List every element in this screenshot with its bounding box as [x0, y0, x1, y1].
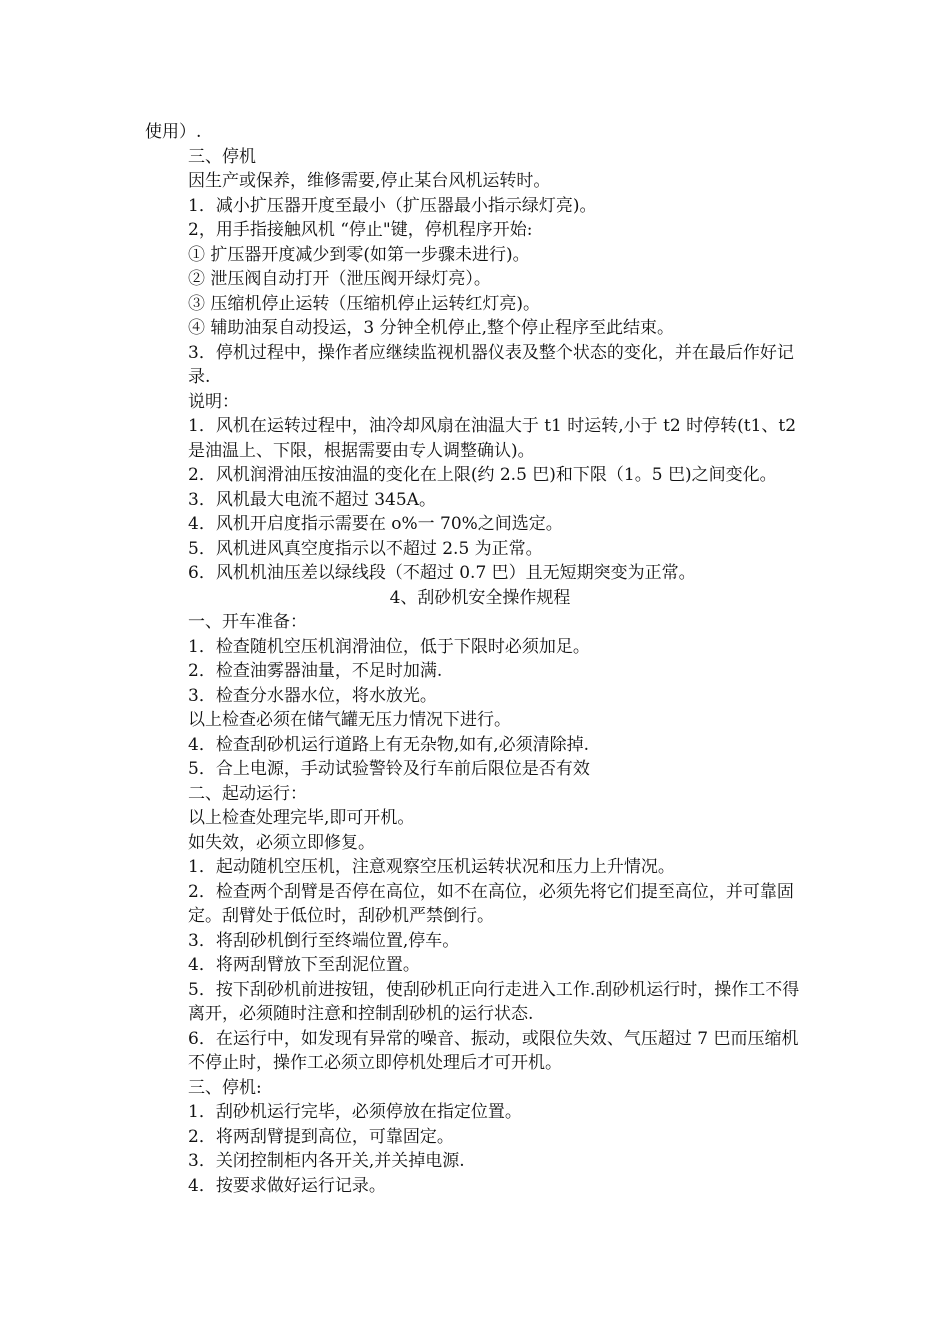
paragraph-line: ③ 压缩机停止运转（压缩机停止运转红灯亮)。 [188, 293, 541, 314]
paragraph-line: 2．检查两个刮臂是否停在高位，如不在高位，必须先将它们提至高位，并可靠固定。刮臂处于低位时，刮砂机严禁倒行。 [188, 881, 794, 926]
paragraph-line: 3．检查分水器水位，将水放光。 [188, 685, 437, 706]
paragraph-line: 2．检查油雾器油量，不足时加满. [188, 661, 443, 681]
paragraph-line: 6．风机机油压差以绿线段（不超过 0.7 巴）且无短期突变为正常。 [188, 563, 696, 583]
paragraph-line: ② 泄压阀自动打开（泄压阀开绿灯亮）。 [188, 269, 491, 289]
paragraph-line: 说明： [188, 391, 239, 412]
paragraph-line: 因生产或保养，维修需要,停止某台风机运转时。 [188, 171, 551, 191]
paragraph-line: 1．检查随机空压机润滑油位，低于下限时必须加足。 [188, 636, 590, 657]
paragraph-line: 以上检查必须在储气罐无压力情况下进行。 [188, 710, 511, 730]
paragraph-line: 5．合上电源，手动试验警铃及行车前后限位是否有效 [188, 759, 590, 779]
paragraph-line: 1．刮砂机运行完毕，必须停放在指定位置。 [188, 1102, 522, 1122]
paragraph-line: 二、起动运行： [188, 783, 307, 804]
paragraph-line: 4．按要求做好运行记录。 [188, 1175, 386, 1196]
section-heading: 4、刮砂机安全操作规程 [389, 587, 571, 608]
document-body [145, 120, 815, 1198]
paragraph-line: 2，用手指接触风机 “停止"键，停机程序开始: [188, 220, 533, 240]
paragraph-line: 2．将两刮臂提到高位，可靠固定。 [188, 1126, 454, 1147]
paragraph-line: 1．起动随机空压机，注意观察空压机运转状况和压力上升情况。 [188, 857, 675, 877]
paragraph-line: 3．停机过程中，操作者应继续监视机器仪表及整个状态的变化，并在最后作好记录. [188, 342, 794, 387]
paragraph-line: 2．风机润滑油压按油温的变化在上限(约 2.5 巴)和下限（1。5 巴)之间变化。 [188, 465, 777, 485]
paragraph-line: 3．关闭控制柜内各开关,并关掉电源. [188, 1151, 465, 1171]
paragraph-line: 1．减小扩压器开度至最小（扩压器最小指示绿灯亮)。 [188, 195, 597, 216]
paragraph-line: 4．检查刮砂机运行道路上有无杂物,如有,必须清除掉. [188, 734, 590, 755]
paragraph-line: ① 扩压器开度减少到零(如第一步骤未进行)。 [188, 244, 530, 265]
paragraph-line: 5．按下刮砂机前进按钮，使刮砂机正向行走进入工作.刮砂机运行时，操作工不得离开，必须随时注意和控制刮砂机的运行状态. [188, 979, 800, 1024]
paragraph-line: 4．将两刮臂放下至刮泥位置。 [188, 955, 420, 975]
paragraph-line: 三、停机: [188, 1077, 262, 1098]
paragraph-line: 3．风机最大电流不超过 345A。 [188, 489, 436, 510]
paragraph-line: ④ 辅助油泵自动投运，3 分钟全机停止,整个停止程序至此结束。 [188, 318, 675, 338]
paragraph-line: 一、开车准备： [188, 612, 307, 632]
paragraph-line: 如失效，必须立即修复。 [188, 832, 375, 853]
paragraph-line: 三、停机 [188, 146, 256, 167]
paragraph-line: 以上检查处理完毕,即可开机。 [188, 808, 415, 828]
paragraph-line: 3．将刮砂机倒行至终端位置,停车。 [188, 930, 460, 951]
paragraph-line: 使用）. [145, 122, 202, 142]
paragraph-line: 4．风机开启度指示需要在 o%一 70%之间选定。 [188, 514, 563, 534]
paragraph-line: 6．在运行中，如发现有异常的噪音、振动，或限位失效、气压超过 7 巴而压缩机不停止时，操作工必须立即停机处理后才可开机。 [188, 1028, 799, 1073]
paragraph-line: 5．风机进风真空度指示以不超过 2.5 为正常。 [188, 538, 543, 559]
paragraph-line: 1．风机在运转过程中，油冷却风扇在油温大于 t1 时运转,小于 t2 时停转(t1、t2 是油温上、下限，根据需要由专人调整确认)。 [188, 416, 797, 461]
